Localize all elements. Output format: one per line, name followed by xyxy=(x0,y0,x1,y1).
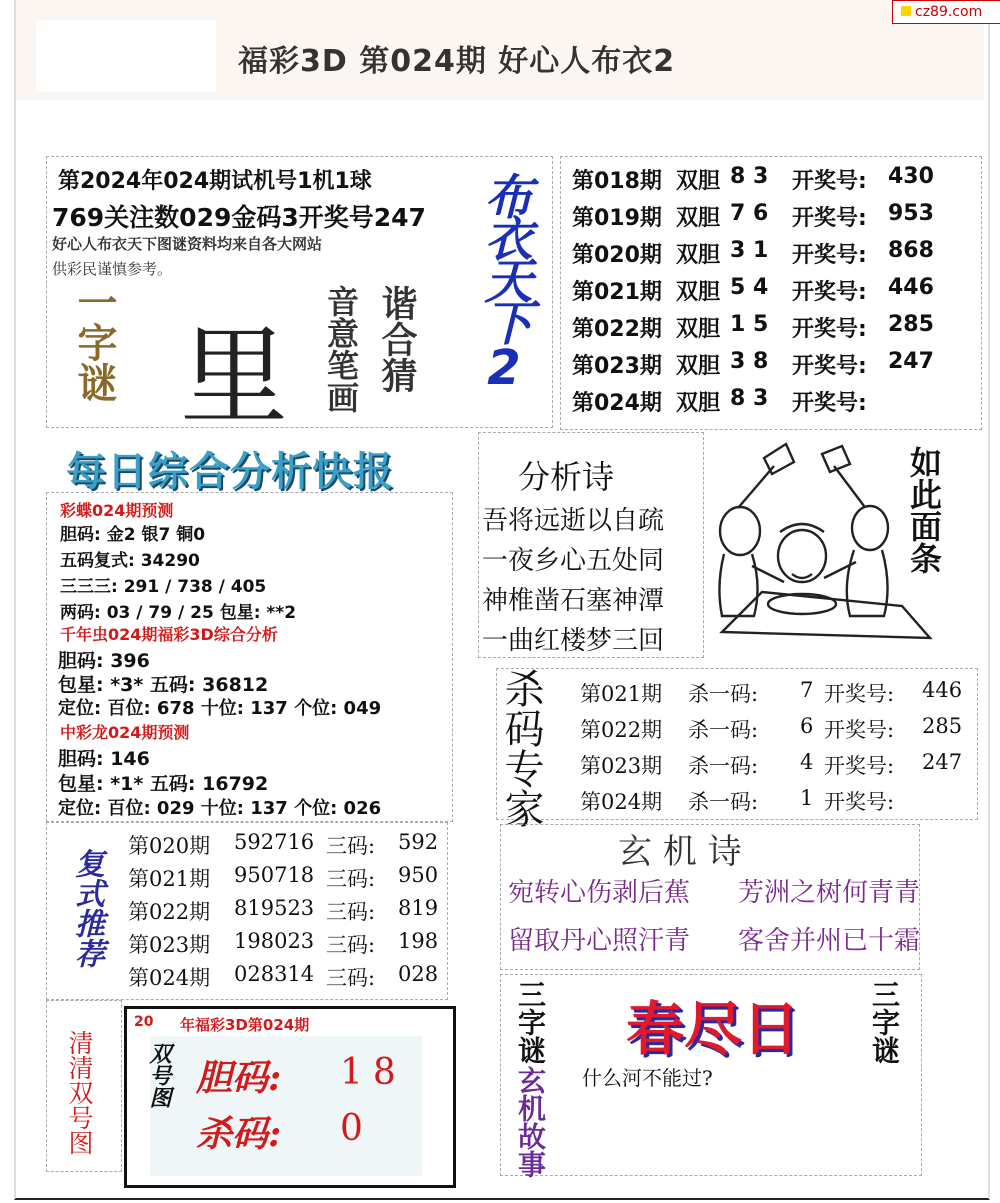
kill-num: 1 xyxy=(800,786,814,810)
cartoon-caption: 如此面条 xyxy=(905,446,943,574)
fushi-num: 950718 xyxy=(234,863,315,887)
fushi-num: 819523 xyxy=(234,896,315,920)
fushi-label-text: 三码: xyxy=(326,834,376,858)
poem-line: 一夜乡心五处同 xyxy=(482,546,665,576)
history-period: 第018期 xyxy=(572,169,662,194)
history-pair: 7 6 xyxy=(730,201,769,226)
history-label: 双胆 xyxy=(676,169,721,194)
fushi-three: 198 xyxy=(398,929,439,953)
history-pair: 3 1 xyxy=(730,238,769,263)
history-period: 第022期 xyxy=(572,317,662,342)
caidie-dan: 胆码: 金2 银7 铜0 xyxy=(60,525,206,545)
history-period: 第020期 xyxy=(572,243,662,268)
page-title: 福彩3D 第024期 好心人布衣2 xyxy=(238,44,676,79)
history-draw-label: 开奖号: xyxy=(792,243,867,268)
double-card-kill-label: 杀码: xyxy=(196,1113,282,1155)
fushi-three: 819 xyxy=(398,896,439,920)
double-card-kill-value: 0 xyxy=(340,1108,363,1149)
story-sub-label: 玄机故事 xyxy=(514,1066,547,1178)
poem-title: 分析诗 xyxy=(518,458,615,496)
fushi-period: 第022期 xyxy=(128,900,211,924)
history-draw-label: 开奖号: xyxy=(792,169,867,194)
kill-num: 7 xyxy=(800,678,814,702)
kill-num: 6 xyxy=(800,714,814,738)
kill-period: 第024期 xyxy=(580,790,663,814)
watermark-text: cz89.com xyxy=(915,4,983,20)
story-right-label: 三字谜 xyxy=(868,980,901,1064)
kill-label-text: 杀一码: xyxy=(688,718,759,742)
history-draw: 430 xyxy=(888,164,934,189)
history-pair: 8 3 xyxy=(730,164,769,189)
brand-title: 布衣天下2 xyxy=(476,172,532,390)
history-label: 双胆 xyxy=(676,206,721,231)
qiannianchong-baoxing: 包星: *3* 五码: 36812 xyxy=(58,674,269,696)
xuanji-right-2: 客舍并州已十霜 xyxy=(738,926,921,956)
history-period: 第023期 xyxy=(572,354,662,379)
kill-period: 第022期 xyxy=(580,718,663,742)
fushi-three: 028 xyxy=(398,962,439,986)
qiannianchong-dingwei: 定位: 百位: 678 十位: 137 个位: 049 xyxy=(58,698,382,719)
kill-period: 第023期 xyxy=(580,754,663,778)
fushi-period: 第020期 xyxy=(128,834,211,858)
kill-draw-label: 开奖号: xyxy=(824,754,895,778)
fushi-label: 复式推荐 xyxy=(69,848,104,968)
history-draw: 446 xyxy=(888,275,934,300)
fushi-label-text: 三码: xyxy=(326,933,376,957)
fushi-num: 592716 xyxy=(234,830,315,854)
kill-draw-label: 开奖号: xyxy=(824,682,895,706)
xuanji-right-1: 芳洲之树何青青 xyxy=(738,878,921,908)
fushi-num: 028314 xyxy=(234,962,315,986)
kill-period: 第021期 xyxy=(580,682,663,706)
fushi-period: 第021期 xyxy=(128,867,211,891)
kill-label-text: 杀一码: xyxy=(688,682,759,706)
zhongcailong-title: 中彩龙024期预测 xyxy=(60,723,190,742)
history-draw-label: 开奖号: xyxy=(792,354,867,379)
qiannianchong-title: 千年虫024期福彩3D综合分析 xyxy=(60,625,278,644)
history-period: 第021期 xyxy=(572,280,662,305)
story-answer: 春尽日 xyxy=(626,995,801,1063)
story-left-label: 三字谜 xyxy=(514,980,547,1064)
kill-draw: 247 xyxy=(922,750,963,774)
riddle-hint-1: 谐合猜 xyxy=(376,285,418,393)
xuanji-left-1: 宛转心伤剥后蕉 xyxy=(508,878,691,908)
history-label: 双胆 xyxy=(676,317,721,342)
fushi-three: 950 xyxy=(398,863,439,887)
history-pair: 5 4 xyxy=(730,275,769,300)
fushi-label-text: 三码: xyxy=(326,867,376,891)
header-line-3: 好心人布衣天下图谜资料均来自各大网站 xyxy=(52,235,323,253)
double-card-dan-label: 胆码: xyxy=(196,1057,282,1099)
history-draw-label: 开奖号: xyxy=(792,280,867,305)
fushi-num: 198023 xyxy=(234,929,315,953)
zhongcailong-dan: 胆码: 146 xyxy=(58,748,150,770)
double-card-header: 年福彩3D第024期 xyxy=(180,1016,310,1034)
caidie-liangma: 两码: 03 / 79 / 25 包星: **2 xyxy=(60,603,297,623)
history-label: 双胆 xyxy=(676,280,721,305)
header-line-1: 第2024年024期试机号1机1球 xyxy=(58,169,372,194)
header-line-4: 供彩民谨慎参考。 xyxy=(52,260,173,278)
header-line-2: 769关注数029金码3开奖号247 xyxy=(52,203,426,232)
kill-draw: 446 xyxy=(922,678,963,702)
kill-draw: 285 xyxy=(922,714,963,738)
qiannianchong-dan: 胆码: 396 xyxy=(58,650,150,672)
fushi-period: 第024期 xyxy=(128,966,211,990)
fushi-label-text: 三码: xyxy=(326,900,376,924)
history-pair: 1 5 xyxy=(730,312,769,337)
double-card-dan-value: 18 xyxy=(340,1052,406,1093)
caidie-sansan: 三三三: 291 / 738 / 405 xyxy=(60,577,267,597)
yellow-square-icon xyxy=(901,6,911,16)
riddle-hint-2: 音意笔画 xyxy=(322,285,360,413)
history-draw-label: 开奖号: xyxy=(792,206,867,231)
double-card-header-num: 20 xyxy=(134,1014,154,1030)
qingqing-label: 清清双号图 xyxy=(65,1030,94,1155)
history-label: 双胆 xyxy=(676,391,721,416)
poem-line: 神椎凿石塞神潭 xyxy=(482,586,665,616)
history-pair: 3 8 xyxy=(730,349,769,374)
fushi-label-text: 三码: xyxy=(326,966,376,990)
fushi-period: 第023期 xyxy=(128,933,211,957)
zhongcailong-dingwei: 定位: 百位: 029 十位: 137 个位: 026 xyxy=(58,798,382,819)
history-period: 第019期 xyxy=(572,206,662,231)
zhongcailong-baoxing: 包星: *1* 五码: 16792 xyxy=(58,773,269,795)
history-label: 双胆 xyxy=(676,243,721,268)
word-riddle-char: 里 xyxy=(180,315,289,440)
history-pair: 8 3 xyxy=(730,386,769,411)
history-draw: 868 xyxy=(888,238,934,263)
double-card-side: 双号图 xyxy=(146,1042,172,1108)
kill-label-text: 杀一码: xyxy=(688,754,759,778)
history-draw: 953 xyxy=(888,201,934,226)
story-question: 什么河不能过? xyxy=(582,1066,713,1090)
kill-label-text: 杀一码: xyxy=(688,790,759,814)
history-draw: 247 xyxy=(888,349,934,374)
xuanji-left-2: 留取丹心照汗青 xyxy=(508,926,691,956)
poem-line: 吾将远逝以自疏 xyxy=(482,506,665,536)
site-watermark[interactable] xyxy=(892,0,1000,24)
analysis-banner: 每日综合分析快报 xyxy=(66,449,394,495)
xuanji-title: 玄 机 诗 xyxy=(618,832,742,872)
history-period: 第024期 xyxy=(572,391,662,416)
history-draw-label: 开奖号: xyxy=(792,391,867,416)
kill-label: 杀码专家 xyxy=(498,668,544,828)
kill-num: 4 xyxy=(800,750,814,774)
history-draw-label: 开奖号: xyxy=(792,317,867,342)
poem-line: 一曲红楼梦三回 xyxy=(482,626,665,656)
history-draw: 285 xyxy=(888,312,934,337)
word-riddle-label: 一字谜 xyxy=(71,282,118,402)
history-label: 双胆 xyxy=(676,354,721,379)
caidie-title: 彩蝶024期预测 xyxy=(60,501,174,520)
kill-draw-label: 开奖号: xyxy=(824,790,895,814)
fushi-three: 592 xyxy=(398,830,439,854)
caidie-wuma: 五码复式: 34290 xyxy=(60,551,200,571)
kill-draw-label: 开奖号: xyxy=(824,718,895,742)
